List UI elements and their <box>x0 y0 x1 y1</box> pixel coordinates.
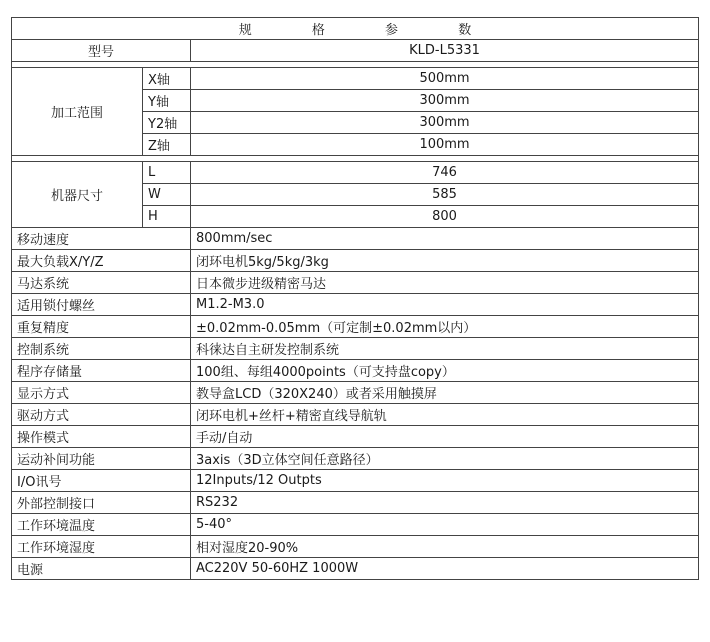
processing-range-label: 加工范围 <box>12 68 143 156</box>
spec-rows <box>12 228 699 580</box>
spec-row <box>12 470 699 492</box>
spec-label: I/O讯号 <box>12 470 191 492</box>
spec-value: M1.2-M3.0 <box>191 294 699 316</box>
spec-row <box>12 294 699 316</box>
spec-label: 移动速度 <box>12 228 191 250</box>
size-axis: W <box>143 184 191 206</box>
range-value: 100mm <box>191 134 699 156</box>
machine-size-label: 机器尺寸 <box>12 162 143 228</box>
spec-row <box>12 228 699 250</box>
spec-value: 科徕达自主研发控制系统 <box>191 338 699 360</box>
spec-label: 操作模式 <box>12 426 191 448</box>
spec-value: 12Inputs/12 Outpts <box>191 470 699 492</box>
model-label: 型号 <box>12 40 191 62</box>
size-value: 585 <box>191 184 699 206</box>
spec-value: 800mm/sec <box>191 228 699 250</box>
spec-value: 闭环电机5kg/5kg/3kg <box>191 250 699 272</box>
spec-row <box>12 382 699 404</box>
spec-row <box>12 360 699 382</box>
spec-label: 最大负载X/Y/Z <box>12 250 191 272</box>
spec-label: 工作环境湿度 <box>12 536 191 558</box>
size-value: 800 <box>191 206 699 228</box>
spec-row <box>12 492 699 514</box>
spec-label: 显示方式 <box>12 382 191 404</box>
spec-row <box>12 448 699 470</box>
range-axis: Y轴 <box>143 90 191 112</box>
table-title: 规 格 参 数 <box>12 18 699 40</box>
spec-value: RS232 <box>191 492 699 514</box>
spec-label: 电源 <box>12 558 191 580</box>
spec-row <box>12 338 699 360</box>
spec-label: 重复精度 <box>12 316 191 338</box>
spec-label: 控制系统 <box>12 338 191 360</box>
model-row <box>12 40 699 62</box>
spec-label: 驱动方式 <box>12 404 191 426</box>
model-value: KLD-L5331 <box>191 40 699 62</box>
range-axis: Y2轴 <box>143 112 191 134</box>
size-value: 746 <box>191 162 699 184</box>
spec-table <box>11 17 699 580</box>
range-row <box>12 68 699 90</box>
spec-value: 5-40° <box>191 514 699 536</box>
spec-row <box>12 426 699 448</box>
spec-value: ±0.02mm-0.05mm（可定制±0.02mm以内） <box>191 316 699 338</box>
spec-value: 手动/自动 <box>191 426 699 448</box>
spec-value: 日本微步进级精密马达 <box>191 272 699 294</box>
spec-label: 工作环境温度 <box>12 514 191 536</box>
spec-row <box>12 536 699 558</box>
spec-label: 程序存储量 <box>12 360 191 382</box>
spec-label: 适用锁付螺丝 <box>12 294 191 316</box>
spec-value: 3axis（3D立体空间任意路径） <box>191 448 699 470</box>
spec-row <box>12 272 699 294</box>
spec-value: 闭环电机+丝杆+精密直线导航轨 <box>191 404 699 426</box>
spec-value: AC220V 50-60HZ 1000W <box>191 558 699 580</box>
spec-row <box>12 514 699 536</box>
range-axis: X轴 <box>143 68 191 90</box>
spec-label: 运动补间功能 <box>12 448 191 470</box>
spec-value: 100组、每组4000points（可支持盘copy） <box>191 360 699 382</box>
size-axis: L <box>143 162 191 184</box>
spec-value: 教导盒LCD（320X240）或者采用触摸屏 <box>191 382 699 404</box>
size-axis: H <box>143 206 191 228</box>
size-row <box>12 162 699 184</box>
range-value: 500mm <box>191 68 699 90</box>
spec-value: 相对湿度20-90% <box>191 536 699 558</box>
spec-label: 外部控制接口 <box>12 492 191 514</box>
spec-row <box>12 250 699 272</box>
range-value: 300mm <box>191 112 699 134</box>
spec-label: 马达系统 <box>12 272 191 294</box>
range-axis: Z轴 <box>143 134 191 156</box>
spec-row <box>12 316 699 338</box>
spec-row <box>12 558 699 580</box>
spec-row <box>12 404 699 426</box>
range-value: 300mm <box>191 90 699 112</box>
title-row <box>12 18 699 40</box>
